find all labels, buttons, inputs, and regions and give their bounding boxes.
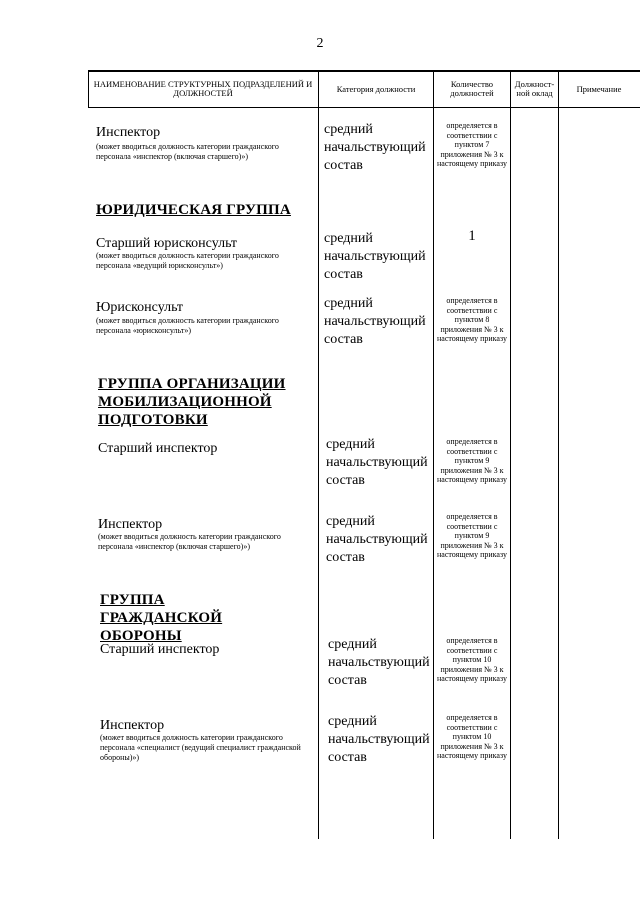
position-title: Инспектор (100, 718, 165, 733)
header-salary: Должност-ной оклад (514, 79, 555, 98)
group-title: ЮРИДИЧЕСКАЯ ГРУППА (96, 202, 291, 218)
header-note: Примечание (576, 83, 622, 94)
position-category: средний начальствующий состав (326, 437, 428, 488)
position-title: Старший инспектор (98, 441, 218, 456)
group-title: ГРУППА ОРГАНИЗАЦИИ МОБИЛИЗАЦИОННОЙ ПОДГОТОВКИ (98, 376, 286, 428)
position-title: Инспектор (96, 125, 161, 140)
position-category: средний начальствующий состав (328, 637, 430, 688)
position-category: средний начальствующий состав (324, 122, 426, 173)
position-title: Юрисконсульт (96, 300, 184, 315)
position-note: (может вводиться должность категории гражданского персонала «специалист (ведущий специалист гражданской обороны)») (100, 733, 301, 762)
position-category: средний начальствующий состав (324, 231, 426, 282)
position-note: (может вводиться должность категории гражданского персонала «инспектор (включая старшего)») (98, 532, 281, 551)
column-divider (510, 70, 511, 839)
column-divider (318, 70, 319, 839)
position-note: (может вводиться должность категории гражданского персонала «юрисконсульт») (96, 316, 279, 335)
position-count: 1 (468, 228, 476, 244)
position-category: средний начальствующий состав (326, 514, 428, 565)
column-divider (88, 70, 89, 108)
position-note: (может вводиться должность категории гражданского персонала «инспектор (включая старшего)») (96, 142, 279, 161)
position-title: Старший инспектор (100, 642, 220, 657)
position-title: Инспектор (98, 517, 163, 532)
header-count: Количество должностей (450, 79, 494, 98)
position-count: определяется в соответствии с пунктом 9 приложения № 3 к настоящему приказу (437, 437, 507, 484)
position-category: средний начальствующий состав (324, 296, 426, 347)
header-name: НАИМЕНОВАНИЕ СТРУКТУРНЫХ ПОДРАЗДЕЛЕНИЙ И ДОЛЖНОСТЕЙ (93, 79, 313, 98)
position-note: (может вводиться должность категории гражданского персонала «ведущий юрисконсульт») (96, 251, 279, 270)
column-divider (433, 70, 434, 839)
position-count: определяется в соответствии с пунктом 10 приложения № 3 к настоящему приказу (437, 636, 507, 683)
column-divider (558, 70, 559, 839)
position-title: Старший юрисконсульт (96, 236, 238, 251)
group-title: ГРУППА ГРАЖДАНСКОЙ ОБОРОНЫ (100, 592, 223, 644)
position-count: определяется в соответствии с пунктом 7 приложения № 3 к настоящему приказу (437, 121, 507, 168)
position-count: определяется в соответствии с пунктом 10 приложения № 3 к настоящему приказу (437, 713, 507, 760)
page-number: 2 (316, 36, 324, 51)
position-category: средний начальствующий состав (328, 714, 430, 765)
header-category: Категория должности (336, 83, 416, 94)
position-count: определяется в соответствии с пунктом 8 приложения № 3 к настоящему приказу (437, 296, 507, 343)
position-count: определяется в соответствии с пунктом 9 приложения № 3 к настоящему приказу (437, 512, 507, 559)
